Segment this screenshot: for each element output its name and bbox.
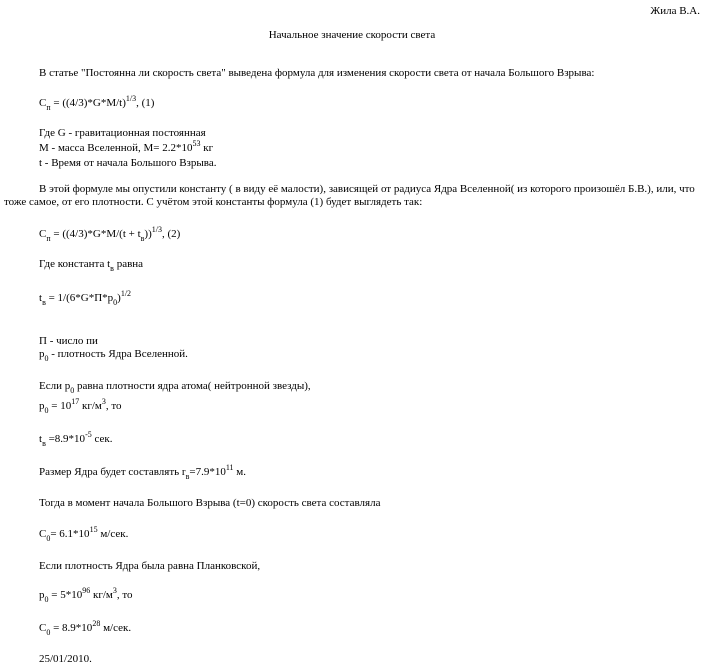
author-name: Жила В.А. [650, 5, 700, 17]
time-definition: t - Время от начала Большого Взрыва. [39, 157, 217, 169]
formula-1: $C_п = ((4/3)*G*M/t)^{1/3}$, (1) [39, 94, 155, 112]
planck-density-line: Если плотность Ядра была равна Планковской, [39, 560, 261, 572]
core-size: Размер Ядра будет составлять $r_в=7.9*10^{11}$ м. [39, 463, 246, 481]
pi-definition: П - число пи [39, 335, 98, 347]
tv-value: $t_в =8.9*10^{-5}$ сек. [39, 430, 113, 448]
intro-text: В статье "Постоянна ли скорость света" выведена формула для изменения скорости света от начала Большого Взрыва: [39, 67, 595, 79]
rho-value-1: $p_0 = 10^{17}$ $кг/м^3$, то [39, 397, 122, 415]
mass-definition: M - масса Вселенной, $M= 2.2*10^{53}$ кг [39, 139, 214, 154]
paragraph-constant: В этой формуле мы опустили константу ( в виду её малости), зависящей от радиуса Ядра Вселенной( из которого произошёл Б.В.), или, что тоже самое, от его плотности. С учётом этой константы формула (1) будет выглядеть так: [4, 183, 695, 208]
c0-value-2: $C_0 = 8.9*10^{28}$ м/сек. [39, 619, 132, 637]
date-line: 25/01/2010. [39, 653, 92, 665]
formula-2: $C_п = ((4/3)*G*M/(t + t_в))^{1/3}$, (2) [39, 225, 181, 243]
c0-value-1: $C_0= 6.1*10^{15}$ м/сек. [39, 525, 129, 543]
tv-formula: $t_в = 1/(6*G*П*p_0)^{1/2}$ [39, 289, 132, 307]
nuclear-density-line: Если $p_0$ равна плотности ядра атома( нейтронной звезды), [39, 380, 311, 395]
g-definition: Где G - гравитационная постоянная [39, 127, 206, 139]
rho-value-2: $p_0 = 5*10^{96}$ $кг/м^3$, то [39, 586, 133, 604]
rho-definition: $p_0$ - плотность Ядра Вселенной. [39, 348, 188, 363]
page-title: Начальное значение скорости света [268, 29, 436, 41]
big-bang-start-line: Тогда в момент начала Большого Взрыва (t=0) скорость света составляла [39, 497, 381, 509]
constant-line: Где константа $t_в$ равна [39, 258, 144, 273]
